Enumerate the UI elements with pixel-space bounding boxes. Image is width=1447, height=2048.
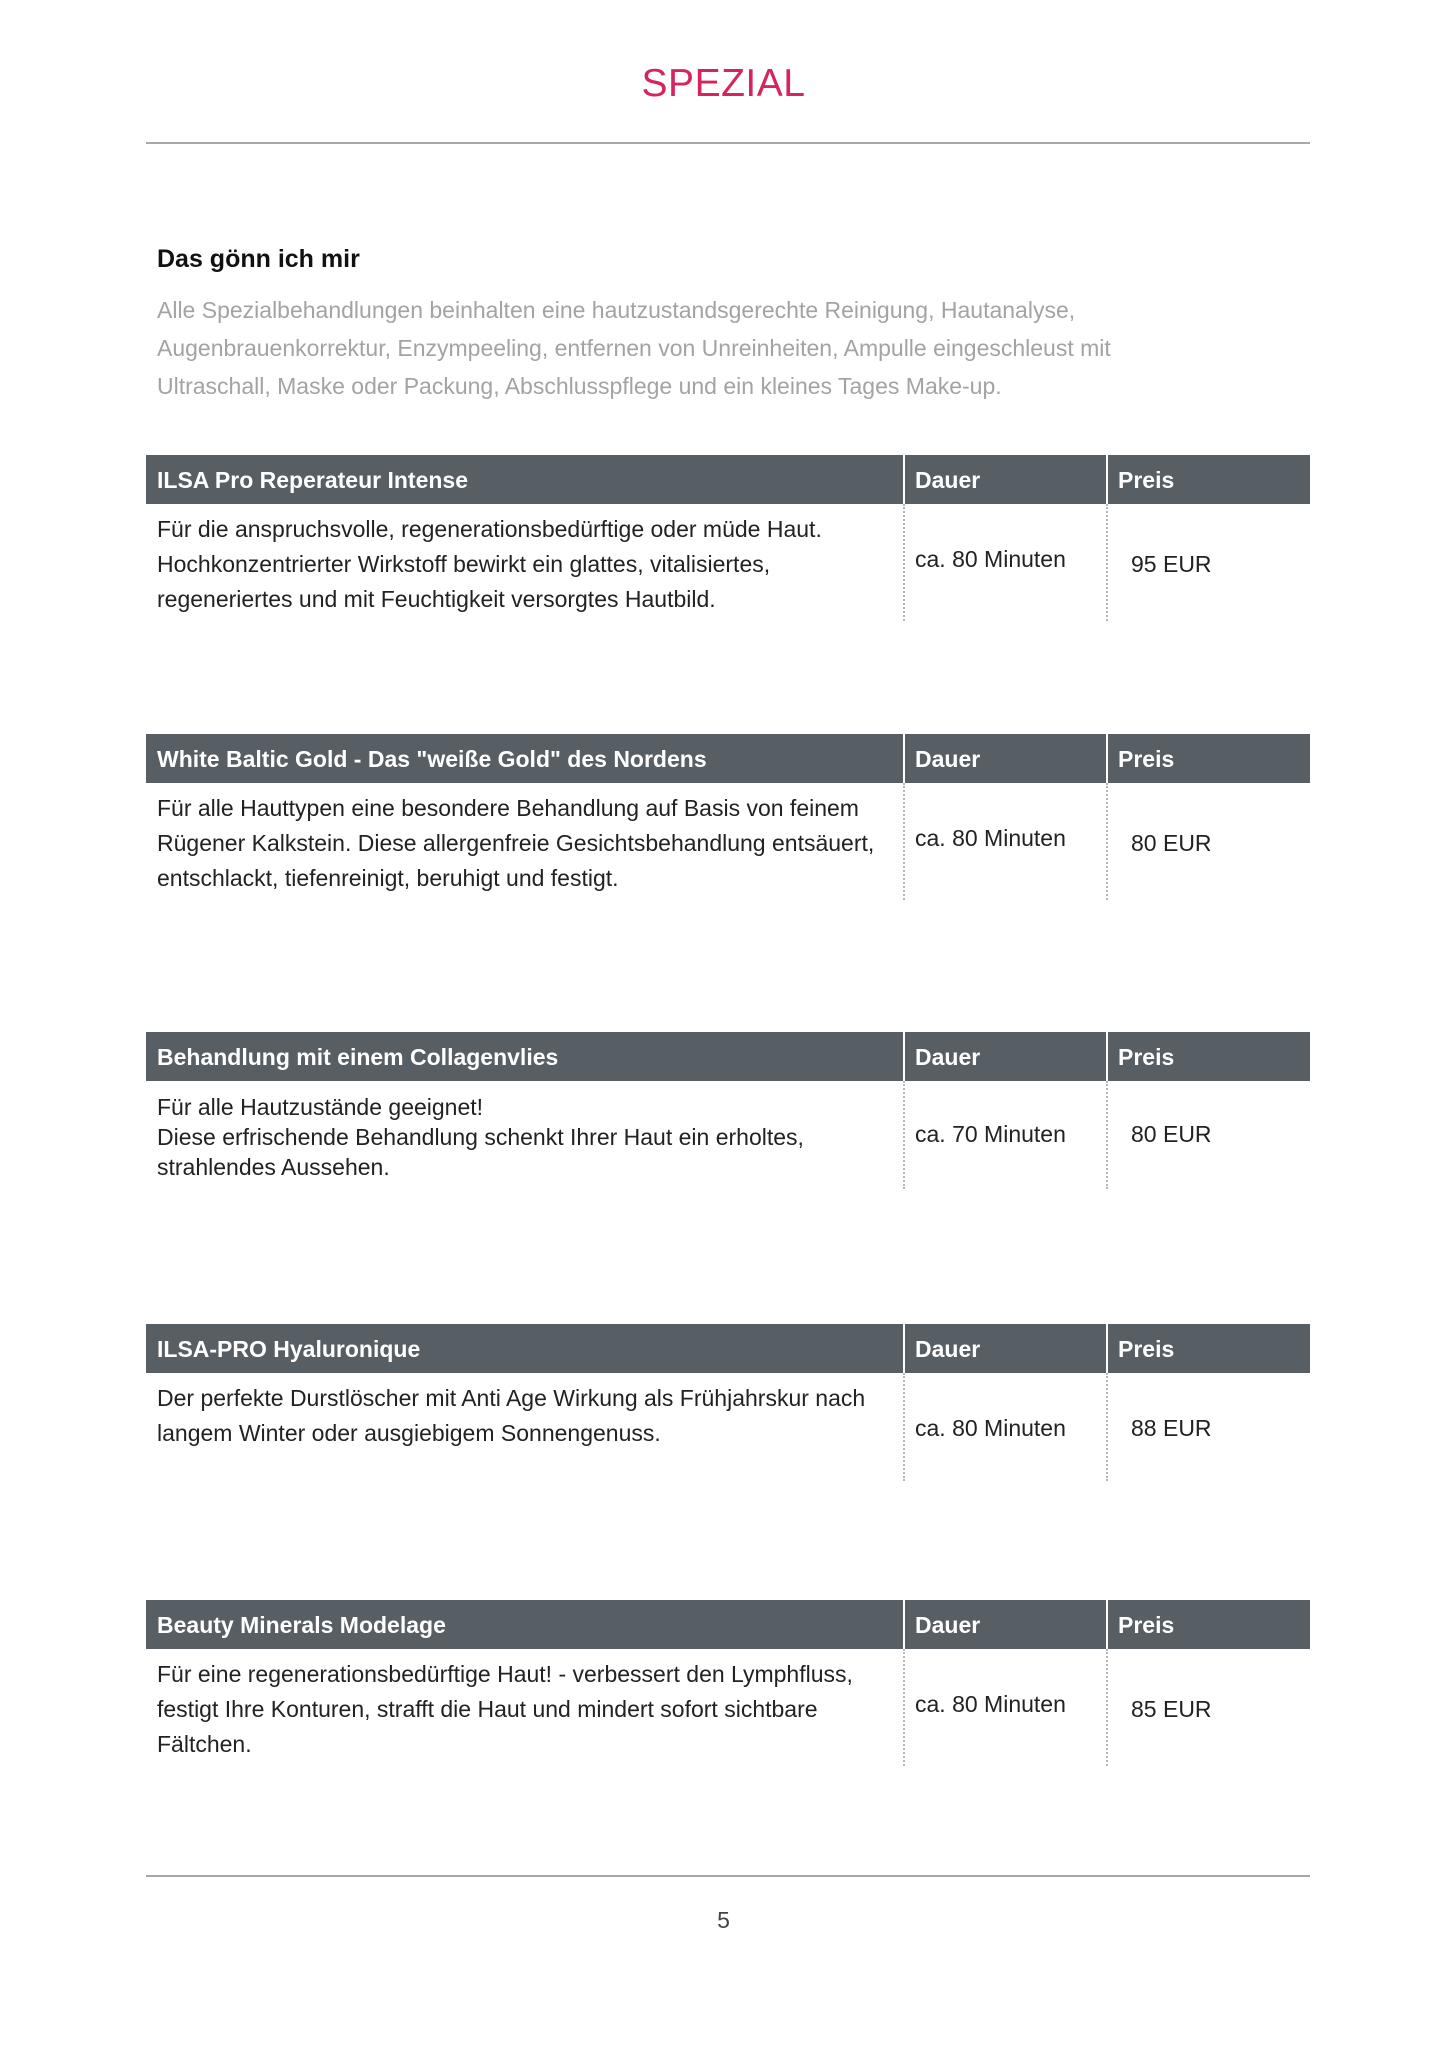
treatment-header	[146, 1032, 1310, 1081]
header-divider	[903, 455, 905, 504]
duration-header: Dauer	[915, 1044, 981, 1070]
treatment-name: White Baltic Gold - Das "weiße Gold" des Nordens	[157, 746, 707, 772]
treatment-price: 80 EUR	[1131, 1121, 1212, 1147]
treatment-duration: ca. 80 Minuten	[915, 546, 1066, 572]
page-number: 5	[717, 1907, 730, 1933]
header-divider	[1106, 734, 1108, 783]
header-divider	[903, 1032, 905, 1081]
treatment-header	[146, 734, 1310, 783]
treatment-table	[146, 455, 1310, 621]
duration-header: Dauer	[915, 746, 981, 772]
column-divider	[1106, 783, 1108, 900]
treatment-name: ILSA-PRO Hyaluronique	[157, 1336, 421, 1362]
treatment-table	[146, 1324, 1310, 1481]
header-divider	[1106, 455, 1108, 504]
treatment-name: Behandlung mit einem Collagenvlies	[157, 1044, 559, 1070]
treatment-description	[157, 1092, 907, 1182]
column-divider	[903, 504, 905, 621]
column-divider	[903, 783, 905, 900]
treatment-header	[146, 1324, 1310, 1373]
column-divider	[1106, 1649, 1108, 1766]
column-divider	[1106, 1373, 1108, 1481]
footer-rule	[146, 1875, 1310, 1877]
price-header: Preis	[1118, 467, 1175, 493]
column-divider	[903, 1649, 905, 1766]
page-title: SPEZIAL	[641, 62, 806, 105]
header-divider	[1106, 1324, 1108, 1373]
treatment-description: Der perfekte Durstlöscher mit Anti Age Wirkung als Frühjahrskur nach langem Winter oder ausgiebigem Sonnengenuss.	[157, 1385, 866, 1446]
header-divider	[903, 734, 905, 783]
treatment-table	[146, 1600, 1310, 1766]
treatment-table	[146, 734, 1310, 900]
treatment-header	[146, 455, 1310, 504]
treatment-description: Für alle Hauttypen eine besondere Behandlung auf Basis von feinem Rügener Kalkstein. Diese allergenfreie Gesichtsbehandlung entsäuert, entschlackt, tiefenreinigt, beruhigt und festigt.	[157, 795, 875, 891]
treatment-header	[146, 1600, 1310, 1649]
header-divider	[903, 1600, 905, 1649]
treatment-body	[146, 504, 1310, 621]
treatment-body	[146, 783, 1310, 900]
price-header: Preis	[1118, 746, 1175, 772]
column-divider	[1106, 1081, 1108, 1189]
treatment-duration: ca. 80 Minuten	[915, 825, 1066, 851]
treatment-duration: ca. 80 Minuten	[915, 1691, 1066, 1717]
price-header: Preis	[1118, 1044, 1175, 1070]
duration-header: Dauer	[915, 1336, 981, 1362]
description-line: Für alle Hautzustände geeignet!	[157, 1094, 484, 1120]
intro-text: Alle Spezialbehandlungen beinhalten eine hautzustandsgerechte Reinigung, Hautanalyse, Augenbrauenkorrektur, Enzympeeling, entfernen von Unreinheiten, Ampulle eingeschleust mit Ultraschall, Maske oder Packung, Abschlusspflege und ein kleines Tages Make-up.	[157, 297, 1111, 399]
treatment-name: ILSA Pro Reperateur Intense	[157, 467, 469, 493]
treatment-duration: ca. 70 Minuten	[915, 1121, 1066, 1147]
price-header: Preis	[1118, 1336, 1175, 1362]
column-divider	[903, 1373, 905, 1481]
treatment-body	[146, 1649, 1310, 1766]
treatment-body	[146, 1373, 1310, 1481]
treatment-price: 80 EUR	[1131, 830, 1212, 856]
intro-heading: Das gönn ich mir	[157, 245, 360, 273]
treatment-description: Für die anspruchsvolle, regenerationsbedürftige oder müde Haut. Hochkonzentrierter Wirkstoff bewirkt ein glattes, vitalisiertes, regeneriertes und mit Feuchtigkeit versorgtes Hautbild.	[157, 516, 822, 612]
header-divider	[1106, 1032, 1108, 1081]
duration-header: Dauer	[915, 467, 981, 493]
treatment-price: 85 EUR	[1131, 1696, 1212, 1722]
header-divider	[1106, 1600, 1108, 1649]
header-divider	[903, 1324, 905, 1373]
treatment-table	[146, 1032, 1310, 1189]
treatment-description: Für eine regenerationsbedürftige Haut! - verbessert den Lymphfluss, festigt Ihre Konturen, strafft die Haut und mindert sofort sichtbare Fältchen.	[157, 1661, 853, 1757]
description-line: Diese erfrischende Behandlung schenkt Ihrer Haut ein erholtes, strahlendes Aussehen.	[157, 1124, 804, 1180]
treatment-price: 88 EUR	[1131, 1415, 1212, 1441]
column-divider	[903, 1081, 905, 1189]
column-divider	[1106, 504, 1108, 621]
price-header: Preis	[1118, 1612, 1175, 1638]
header-rule	[146, 142, 1310, 144]
treatment-name: Beauty Minerals Modelage	[157, 1612, 446, 1638]
treatment-price: 95 EUR	[1131, 551, 1212, 577]
treatment-body	[146, 1081, 1310, 1189]
treatment-duration: ca. 80 Minuten	[915, 1415, 1066, 1441]
duration-header: Dauer	[915, 1612, 981, 1638]
